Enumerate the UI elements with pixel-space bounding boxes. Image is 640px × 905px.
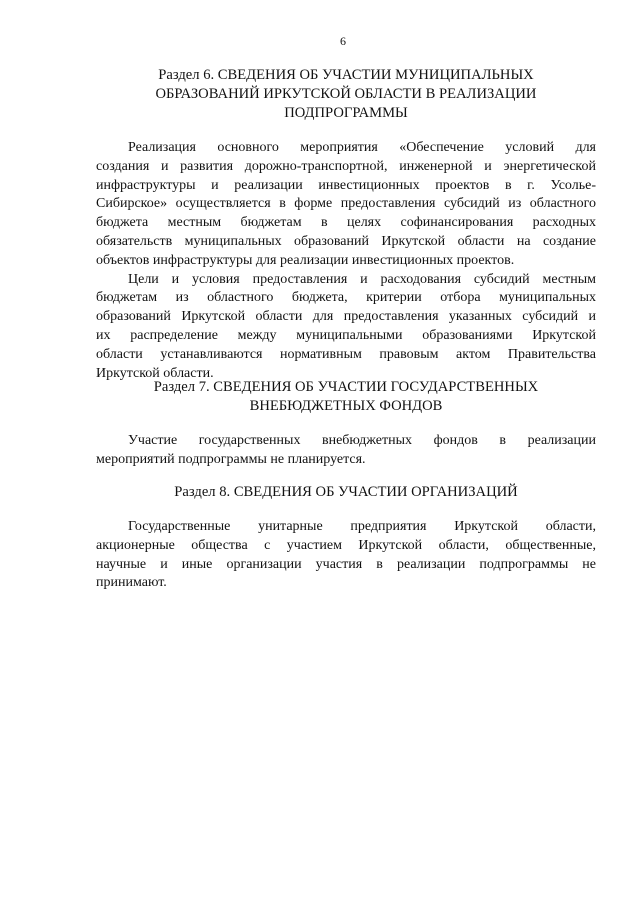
text-line: бюджетам из областного бюджета, критерии отбора муниципальных	[96, 290, 596, 306]
text-line: Цели и условия предоставления и расходования субсидий местным	[128, 271, 596, 287]
text-line: акционерные общества с участием Иркутской области, общественные,	[96, 537, 596, 553]
heading-line: ОБРАЗОВАНИЙ ИРКУТСКОЙ ОБЛАСТИ В РЕАЛИЗАЦИИ	[155, 86, 537, 102]
paragraph	[96, 432, 596, 470]
heading-line: Раздел 7. СВЕДЕНИЯ ОБ УЧАСТИИ ГОСУДАРСТВЕННЫХ	[153, 379, 539, 395]
text-line: области устанавливаются нормативным правовым актом Правительства	[96, 346, 596, 362]
text-line: бюджета местным бюджетам в целях софинансирования расходных	[96, 215, 596, 231]
text-line: объектов инфраструктуры для реализации инвестиционных проектов.	[96, 252, 515, 268]
heading-line: ПОДПРОГРАММЫ	[284, 105, 408, 121]
heading-line: Раздел 8. СВЕДЕНИЯ ОБ УЧАСТИИ ОРГАНИЗАЦИЙ	[174, 484, 518, 500]
text-line: образований Иркутской области для предоставления указанных субсидий и	[96, 309, 596, 325]
paragraph	[96, 139, 596, 271]
section-6-heading	[96, 66, 596, 123]
text-line: обязательств муниципальных образований Иркутской области на создание	[96, 233, 596, 249]
section-8-heading	[96, 483, 596, 502]
text-line: Реализация основного мероприятия «Обеспечение условий для	[128, 140, 596, 155]
text-line: их распределение между муниципальными образованиями Иркутской	[96, 327, 596, 343]
page-number: 6	[340, 34, 346, 48]
text-line: инфраструктуры и реализации инвестиционных проектов в г. Усолье-	[96, 177, 596, 193]
paragraph	[96, 271, 596, 384]
text-line: создания и развития дорожно-транспортной, инженерной и энергетической	[96, 158, 596, 174]
section-7-heading	[96, 378, 596, 416]
paragraph	[96, 518, 596, 593]
text-line: принимают.	[96, 575, 167, 591]
text-line: Участие государственных внебюджетных фондов в реализации	[128, 433, 596, 448]
section-7-body	[96, 432, 596, 470]
text-line: Сибирское» осуществляется в форме предоставления субсидий из областного	[96, 196, 596, 212]
section-8-body	[96, 518, 596, 593]
heading-line: Раздел 6. СВЕДЕНИЯ ОБ УЧАСТИИ МУНИЦИПАЛЬНЫХ	[158, 67, 534, 83]
text-line: мероприятий подпрограммы не планируется.	[96, 451, 366, 467]
text-line: Государственные унитарные предприятия Иркутской области,	[128, 519, 596, 534]
heading-line: ВНЕБЮДЖЕТНЫХ ФОНДОВ	[249, 398, 443, 414]
text-line: Иркутской области.	[96, 365, 214, 381]
text-line: научные и иные организации участия в реализации подпрограммы не	[96, 556, 596, 572]
section-6-body	[96, 139, 596, 383]
